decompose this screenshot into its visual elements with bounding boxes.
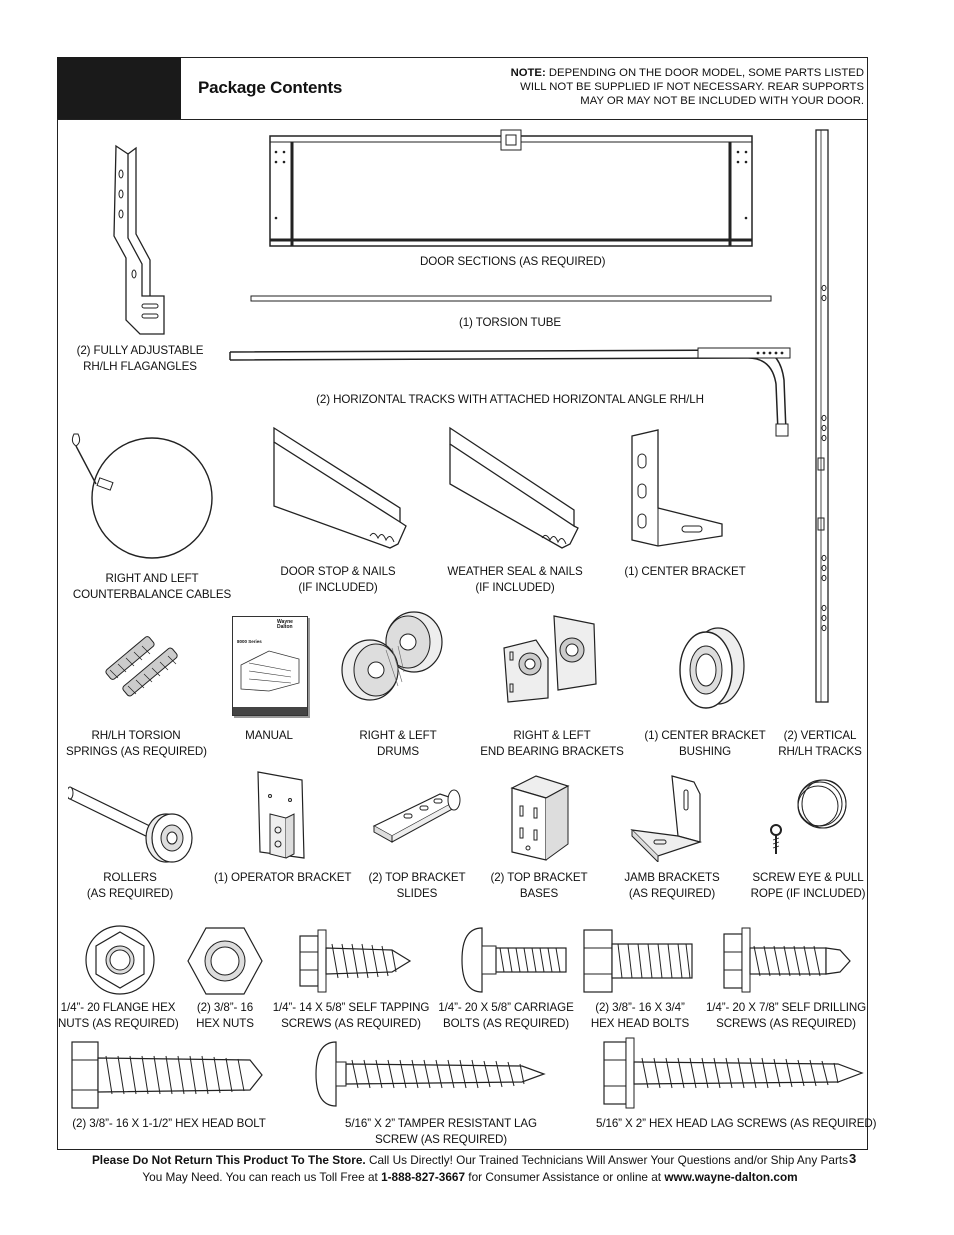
manual-stripe (233, 707, 307, 715)
center-bracket-illustration (628, 428, 728, 550)
bushing-label (640, 728, 770, 760)
self-tapping-label-line1: 1/4”- 14 X 5/8” SELF TAPPING (272, 1001, 430, 1014)
self-tapping-label (268, 1000, 434, 1032)
manual-series: 8000 Series (237, 639, 262, 644)
top-slides-label-line2: SLIDES (396, 887, 438, 900)
door-sections-label: DOOR SECTIONS (AS REQUIRED) (420, 255, 606, 268)
footer-line1-rest: Call Us Directly! Our Trained Technicians Will Answer Your Questions and/or Ship Any Parts (365, 1153, 849, 1167)
screw-eye-label-line1: SCREW EYE & PULL (752, 871, 864, 884)
manual-cover (232, 616, 308, 716)
vertical-tracks-label-line1: (2) VERTICAL (783, 729, 857, 742)
hex-nut-illustration (186, 926, 264, 996)
note-label: NOTE: (510, 67, 546, 79)
tamper-lag-label-line1: 5/16” X 2” TAMPER RESISTANT LAG (345, 1117, 537, 1130)
jamb-brackets-label (620, 870, 724, 902)
flagangles-label-line2: RH/LH FLAGANGLES (83, 360, 197, 373)
flange-nuts-label-line1: 1/4”- 20 FLANGE HEX (60, 1001, 176, 1014)
jamb-brackets-label-line1: JAMB BRACKETS (624, 871, 720, 884)
springs-label (66, 728, 206, 760)
hex-nuts-label-line1: (2) 3/8”- 16 (196, 1001, 254, 1014)
drums-label-line1: RIGHT & LEFT (359, 729, 437, 742)
cables-label (70, 571, 234, 603)
hex-nuts-label (180, 1000, 270, 1032)
vertical-tracks-illustration (806, 128, 836, 708)
flagangles-illustration (110, 144, 172, 340)
screw-eye-label-line2: ROPE (IF INCLUDED) (750, 887, 866, 900)
screw-eye-illustration (762, 776, 858, 860)
door-stop-label-line2: (IF INCLUDED) (298, 581, 378, 594)
footer-line2-start: You May Need. You can reach us Toll Free at (142, 1170, 382, 1184)
weather-seal-label-line1: WEATHER SEAL & NAILS (447, 565, 583, 578)
door-sections-illustration (266, 128, 756, 250)
top-slides-label-line1: (2) TOP BRACKET (368, 871, 466, 884)
self-tapping-screw-illustration (296, 922, 414, 1000)
page-title: Package Contents (198, 78, 343, 97)
weather-seal-label (444, 564, 586, 596)
springs-label-line2: SPRINGS (AS REQUIRED) (66, 745, 207, 758)
manual-label: MANUAL (245, 729, 293, 742)
drums-label (348, 728, 448, 760)
door-stop-label (270, 564, 406, 596)
end-bearing-label-line1: RIGHT & LEFT (513, 729, 591, 742)
torsion-tube-illustration (250, 294, 772, 304)
manual-logo: Wayne Dalton (277, 619, 293, 630)
footer-line2-mid: for Consumer Assistance or online at (465, 1170, 665, 1184)
carriage-bolts-label-line2: BOLTS (AS REQUIRED) (442, 1017, 570, 1030)
bushing-illustration (668, 624, 748, 716)
end-bearing-illustration (500, 612, 604, 704)
torsion-tube-label: (1) TORSION TUBE (458, 316, 562, 329)
top-bases-illustration (506, 772, 572, 862)
carriage-bolts-label-line1: 1/4”- 20 X 5/8” CARRIAGE (438, 1001, 574, 1014)
cables-label-line1: RIGHT AND LEFT (105, 572, 199, 585)
springs-illustration (84, 624, 194, 702)
top-slides-illustration (370, 786, 466, 846)
rollers-illustration (68, 776, 198, 866)
center-bracket-label: (1) CENTER BRACKET (624, 565, 746, 578)
screw-eye-label (746, 870, 870, 902)
footer-phone: 1-888-827-3667 (381, 1170, 466, 1184)
end-bearing-label (480, 728, 624, 760)
hex-bolts-short-label-line1: (2) 3/8”- 16 X 3/4” (595, 1001, 685, 1014)
tamper-lag-label (336, 1116, 546, 1148)
hex-bolts-short-label (580, 1000, 700, 1032)
footer-line1 (80, 1152, 860, 1169)
self-drilling-label-line2: SCREWS (AS REQUIRED) (716, 1017, 856, 1030)
self-drilling-label-line1: 1/4”- 20 X 7/8” SELF DRILLING (705, 1001, 867, 1014)
footer (80, 1152, 860, 1186)
page-number: 3 (849, 1151, 857, 1166)
carriage-bolts-label (434, 1000, 578, 1032)
tamper-lag-label-line2: SCREW (AS REQUIRED) (374, 1133, 508, 1146)
hex-bolt-short-illustration (582, 926, 696, 996)
flagangles-label (70, 343, 210, 375)
flange-nuts-label (58, 1000, 178, 1032)
rollers-label (80, 870, 180, 902)
vertical-tracks-label (770, 728, 870, 760)
jamb-brackets-illustration (628, 772, 712, 862)
hex-bolt-long-label: (2) 3/8”- 16 X 1-1/2” HEX HEAD BOLT (72, 1117, 266, 1130)
footer-warning: Please Do Not Return This Product To The Store. (91, 1153, 366, 1167)
jamb-brackets-label-line2: (AS REQUIRED) (628, 887, 716, 900)
horizontal-tracks-label: (2) HORIZONTAL TRACKS WITH ATTACHED HORIZONTAL ANGLE RH/LH (316, 393, 704, 406)
hex-nuts-label-line2: HEX NUTS (196, 1017, 254, 1030)
door-stop-label-line1: DOOR STOP & NAILS (280, 565, 396, 578)
footer-website-link[interactable]: www.wayne-dalton.com (664, 1170, 798, 1184)
top-slides-label (362, 870, 472, 902)
header-divider (57, 119, 868, 120)
operator-bracket-label: (1) OPERATOR BRACKET (214, 871, 352, 884)
flagangles-label-line1: (2) FULLY ADJUSTABLE (76, 344, 204, 357)
hex-lag-screw-illustration (602, 1036, 866, 1110)
self-drilling-label (702, 1000, 870, 1032)
hex-lag-label: 5/16” X 2” HEX HEAD LAG SCREWS (AS REQUIRED) (596, 1117, 877, 1130)
cables-label-line2: COUNTERBALANCE CABLES (72, 588, 232, 601)
carriage-bolt-illustration (460, 924, 570, 996)
end-bearing-label-line2: END BEARING BRACKETS (480, 745, 624, 758)
bushing-label-line2: BUSHING (678, 745, 732, 758)
footer-line2 (80, 1169, 860, 1186)
top-bases-label-line2: BASES (519, 887, 559, 900)
tamper-lag-screw-illustration (314, 1040, 546, 1108)
drums-illustration (336, 606, 448, 708)
bushing-label-line1: (1) CENTER BRACKET (644, 729, 766, 742)
cables-illustration (66, 422, 216, 570)
header-black-block (57, 57, 181, 119)
flange-nuts-label-line2: NUTS (AS REQUIRED) (58, 1017, 179, 1030)
horizontal-tracks-illustration (228, 344, 800, 438)
top-bases-label-line1: (2) TOP BRACKET (490, 871, 588, 884)
flange-nut-illustration (84, 924, 156, 996)
drums-label-line2: DRUMS (376, 745, 419, 758)
weather-seal-illustration (446, 426, 586, 556)
note-text: DEPENDING ON THE DOOR MODEL, SOME PARTS LISTED WILL NOT BE SUPPLIED IF NOT NECESSARY. REAR SUPPORTS MAY OR MAY NOT BE INCLUDED WITH YOUR DOOR. (520, 67, 864, 107)
springs-label-line1: RH/LH TORSION (91, 729, 181, 742)
top-bases-label (484, 870, 594, 902)
rollers-label-line1: ROLLERS (103, 871, 157, 884)
self-drilling-screw-illustration (720, 924, 854, 996)
weather-seal-label-line2: (IF INCLUDED) (475, 581, 555, 594)
hex-bolt-long-illustration (70, 1038, 266, 1112)
operator-bracket-illustration (250, 768, 316, 864)
hex-bolts-short-label-line2: HEX HEAD BOLTS (590, 1017, 690, 1030)
door-stop-illustration (270, 426, 410, 556)
vertical-tracks-label-line2: RH/LH TRACKS (778, 745, 862, 758)
self-tapping-label-line2: SCREWS (AS REQUIRED) (281, 1017, 421, 1030)
header-note (500, 66, 864, 108)
manual-door-diagram (239, 649, 301, 693)
rollers-label-line2: (AS REQUIRED) (86, 887, 174, 900)
